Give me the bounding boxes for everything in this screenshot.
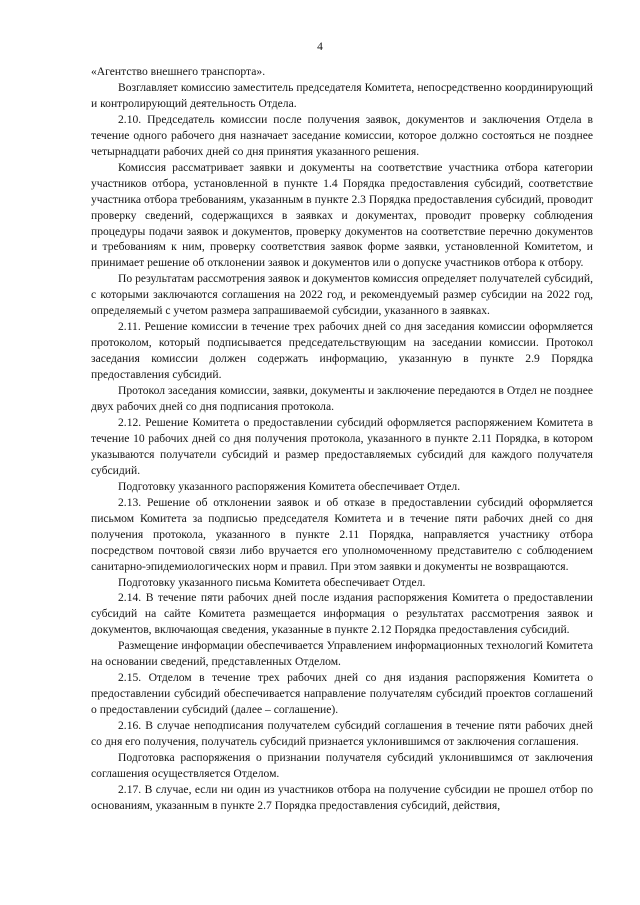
paragraph: Подготовку указанного распоряжения Комитета обеспечивает Отдел. xyxy=(118,479,461,493)
paragraph: Комиссия рассматривает заявки и документы на соответствие участника отбора категории участников отбора, установленной в пункте 1.4 Порядка предоставления субсидий, соответствие участника отбора требованиям, указанным в пункте 2.3 Порядка предоставления субсидий, проводит проверку сведений, содержащихся в заявках и документах, проводит проверку соблюдения процедуры подачи заявок и документов, проверку документов на соответствие перечню документов и требованиям к ним, проверку соответствия заявок форме заявки, установленной Комитетом, и принимает решение об отклонении заявок и документов или о допуске участников отбора к отбору. xyxy=(91,160,593,270)
paragraph: Подготовку указанного письма Комитета обеспечивает Отдел. xyxy=(118,575,426,589)
paragraph: 2.16. В случае неподписания получателем субсидий соглашения в течение пяти рабочих дней со дня его получения, получатель субсидий признается уклонившимся от заключения соглашения. xyxy=(91,719,593,749)
page-number: 4 xyxy=(317,41,323,53)
paragraph: Подготовка распоряжения о признании получателя субсидий уклонившимся от заключения соглашения осуществляется Отделом. xyxy=(91,750,593,780)
paragraph: По результатам рассмотрения заявок и документов комиссия определяет получателей субсидий, с которыми заключаются соглашения на 2022 год, и рекомендуемый размер субсидии на 2022 год, определяемый с учетом размера запрашиваемой субсидии, указанного в заявках. xyxy=(91,272,593,318)
paragraph: 2.17. В случае, если ни один из участников отбора на получение субсидии не прошел отбор по основаниям, указанным в пункте 2.7 Порядка предоставления субсидий, действия, xyxy=(91,782,593,812)
paragraph: Возглавляет комиссию заместитель председателя Комитета, непосредственно координирующий и контролирующий деятельность Отдела. xyxy=(91,80,593,110)
paragraph: 2.10. Председатель комиссии после получения заявок, документов и заключения Отдела в течение одного рабочего дня назначает заседание комиссии, которое должно состояться не позднее четырнадцати рабочих дней со дня принятия указанного решения. xyxy=(91,112,593,158)
paragraph: «Агентство внешнего транспорта». xyxy=(91,65,266,78)
paragraph: Размещение информации обеспечивается Управлением информационных технологий Комитета на основании сведений, представленных Отделом. xyxy=(91,639,593,669)
paragraph: 2.13. Решение об отклонении заявок и об отказе в предоставлении субсидий оформляется письмом Комитета за подписью председателя Комитета и в течение пяти рабочих дней со дня получения протокола, указанного в пункте 2.11 Порядка, направляется участнику отбора посредством почтовой связи либо вручается его уполномоченному представителю с соблюдением санитарно-эпидемиологических норм и правил. При этом заявки и документы не возвращаются. xyxy=(91,495,593,573)
paragraph: 2.14. В течение пяти рабочих дней после издания распоряжения Комитета о предоставлении субсидий на сайте Комитета размещается информация о результатах рассмотрения заявок и документов, включающая сведения, указанные в пункте 2.12 Порядка предоставления субсидий. xyxy=(91,591,593,637)
paragraph: 2.15. Отделом в течение трех рабочих дней со дня издания распоряжения Комитета о предоставлении субсидий обеспечивается направление получателям субсидий проектов соглашений о предоставлении субсидий (далее – соглашение). xyxy=(91,671,593,717)
paragraph: 2.12. Решение Комитета о предоставлении субсидий оформляется распоряжением Комитета в течение 10 рабочих дней со дня получения протокола, указанного в пункте 2.11 Порядка, в котором указываются получатели субсидий и размер предоставляемых субсидий для каждого получателя субсидий. xyxy=(91,415,593,477)
paragraph: 2.11. Решение комиссии в течение трех рабочих дней со дня заседания комиссии оформляется протоколом, который подписывается председательствующим на заседании комиссии. Протокол заседания комиссии должен содержать информацию, указанную в пункте 2.9 Порядка предоставления субсидий. xyxy=(91,320,593,382)
document-body xyxy=(91,64,593,814)
paragraph: Протокол заседания комиссии, заявки, документы и заключение передаются в Отдел не позднее двух рабочих дней со дня подписания протокола. xyxy=(91,384,593,414)
